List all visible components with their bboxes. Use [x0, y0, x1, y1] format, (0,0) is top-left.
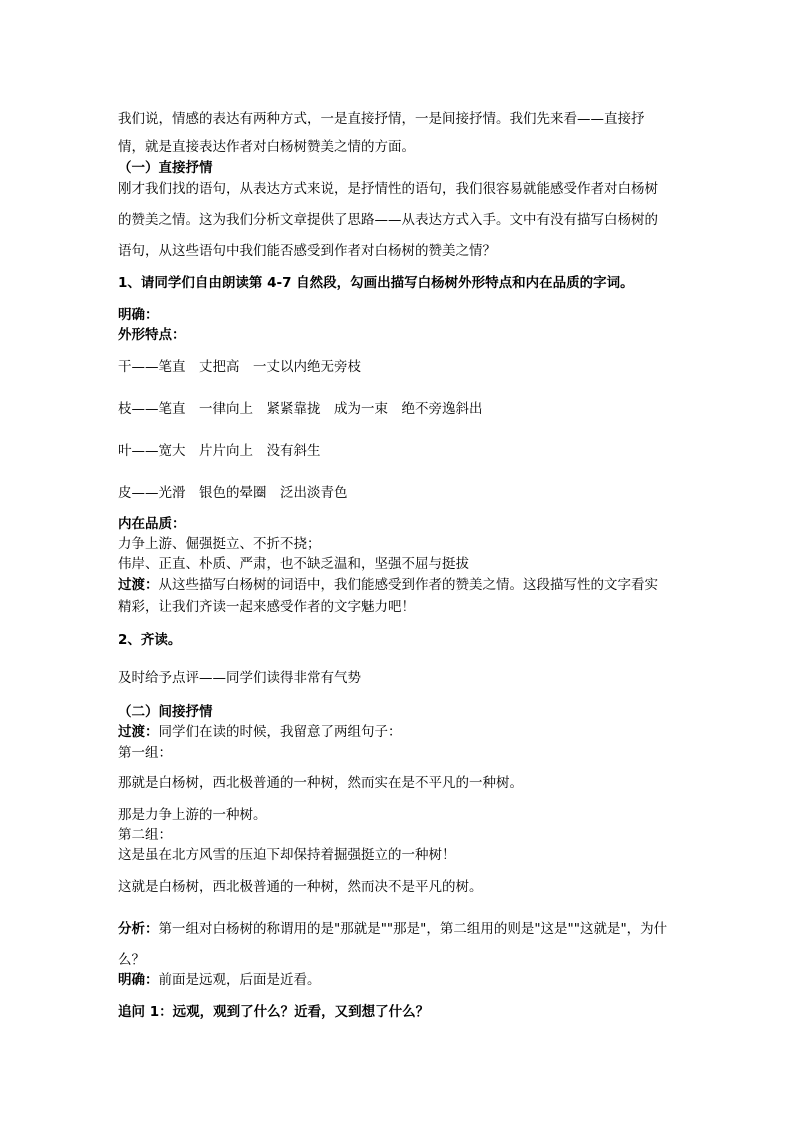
group-2-sentence-1: 这是虽在北方风雪的压迫下却保持着掘强挺立的一种树！ [118, 847, 456, 863]
transition-line-2: 精彩，让我们齐读一起来感受作者的文字魅力吧！ [118, 599, 415, 615]
transition-text: 从这些描写白杨树的词语中，我们能感受到作者的赞美之情。这段描写性的文字看实 [158, 577, 658, 593]
inner-quality-line-2: 伟岸、正直、朴质、严肃，也不缺乏温和，坚强不屈与挺拔 [118, 556, 469, 572]
transition-line-1 [118, 576, 688, 594]
indirect-mingque-label: 明确： [118, 972, 159, 988]
direct-para-line-2: 的赞美之情。这为我们分析文章提供了思路——从表达方式入手。文中有没有描写白杨树的 [118, 212, 658, 228]
appearance-trunk: 干——笔直 丈把高 一丈以内绝无旁枝 [118, 359, 361, 375]
followup-question-1: 追问 1：远观，观到了什么？近看，又到想了什么？ [118, 1004, 430, 1020]
section-heading-indirect: （二）间接抒情 [118, 704, 213, 720]
indirect-transition [118, 723, 688, 741]
group-1-sentence-1: 那就是白杨树，西北极普通的一种树，然而实在是不平凡的一种树。 [118, 775, 523, 791]
appearance-branch: 枝——笔直 一律向上 紧紧靠拢 成为一束 绝不旁逸斜出 [118, 401, 483, 417]
transition-label: 过渡： [118, 577, 159, 593]
indirect-mingque [118, 971, 688, 989]
section-heading-direct: （一）直接抒情 [118, 160, 213, 176]
group-1-label: 第一组： [118, 745, 172, 761]
analysis-line-2: 么？ [118, 952, 145, 968]
indirect-mingque-text: 前面是远观，后面是近看。 [158, 972, 321, 988]
analysis-line-1 [118, 920, 688, 938]
direct-para-line-3: 语句，从这些语句中我们能否感受到作者对白杨树的赞美之情？ [118, 243, 496, 259]
direct-para-line-1: 刚才我们找的语句，从表达方式来说，是抒情性的语句，我们很容易就能感受作者对白杨树 [118, 181, 658, 197]
group-2-sentence-2: 这就是白杨树，西北极普通的一种树，然而决不是平凡的树。 [118, 879, 483, 895]
appearance-bark: 皮——光滑 银色的晕圈 泛出淡青色 [118, 485, 348, 501]
appearance-label: 外形特点： [118, 327, 186, 343]
group-1-sentence-2: 那是力争上游的一种树。 [118, 807, 267, 823]
teacher-comment: 及时给予点评——同学们读得非常有气势 [118, 670, 361, 686]
indirect-transition-text: 同学们在读的时候，我留意了两组句子： [158, 724, 402, 740]
inner-quality-line-1: 力争上游、倔强挺立、不折不挠； [118, 536, 321, 552]
intro-line-1: 我们说，情感的表达有两种方式，一是直接抒情，一是间接抒情。我们先来看——直接抒 [118, 111, 645, 127]
appearance-leaf: 叶——宽大 片片向上 没有斜生 [118, 443, 321, 459]
analysis-text: 第一组对白杨树的称谓用的是"那就是""那是"，第二组用的则是"这是""这就是"，为什 [158, 921, 668, 937]
analysis-label: 分析： [118, 921, 159, 937]
task-1: 1、请同学们自由朗读第 4-7 自然段，勾画出描写白杨树外形特点和内在品质的字词。 [118, 275, 634, 291]
inner-quality-label: 内在品质： [118, 516, 186, 532]
task-2: 2、齐读。 [118, 632, 182, 648]
intro-line-2: 情，就是直接表达作者对白杨树赞美之情的方面。 [118, 139, 415, 155]
indirect-transition-label: 过渡： [118, 724, 159, 740]
mingque-label: 明确： [118, 307, 159, 323]
group-2-label: 第二组： [118, 827, 172, 843]
